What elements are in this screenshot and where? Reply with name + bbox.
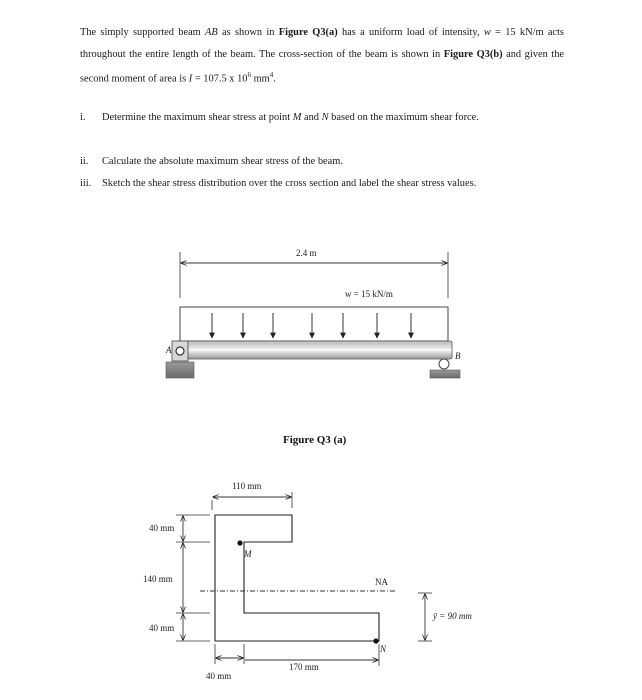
- question-text: Sketch the shear stress distribution over the cross section and label the shear stress values.: [102, 178, 477, 189]
- support-a-label: A: [166, 345, 172, 355]
- length-label: 2.4 m: [296, 248, 317, 258]
- text-run: based on the maximum shear force.: [328, 112, 479, 123]
- text-run: and: [301, 112, 322, 123]
- point-m-label: M: [244, 549, 252, 559]
- text-run: The simply supported beam: [80, 27, 206, 38]
- load-block: [180, 307, 448, 341]
- web-height-label: 140 mm: [143, 574, 173, 584]
- bottom-flange-label: 40 mm: [149, 623, 175, 633]
- text-run: Determine the maximum shear stress at point: [102, 112, 293, 123]
- text-run: has a uniform load of intensity,: [337, 27, 484, 38]
- bottom-width-label: 170 mm: [289, 662, 319, 672]
- figure-ref-b: Figure Q3(b): [443, 48, 503, 60]
- text-run: as shown in: [217, 27, 279, 38]
- question-text: Calculate the absolute maximum shear stress of the beam.: [102, 156, 343, 167]
- text-run: = 15 kN/m acts throughout the entire length of the beam. The cross-section of the beam is shown in: [80, 27, 564, 60]
- figure-q3b: [143, 481, 472, 681]
- figure-q3a-caption: Figure Q3 (a): [283, 434, 347, 446]
- load-label: w = 15 kN/m: [345, 289, 393, 299]
- symbol-i: I: [188, 73, 193, 85]
- question-number: ii.: [80, 156, 89, 167]
- point-m-ref: M: [292, 112, 302, 123]
- symbol-w: w: [483, 27, 491, 38]
- figure-q3a: [165, 248, 461, 446]
- text-run: .: [273, 73, 276, 85]
- pin-support-a-hinge: [176, 347, 184, 355]
- support-b-base: [430, 370, 460, 378]
- exponent: 4: [269, 71, 274, 79]
- text-run: and given the second moment of area is: [80, 48, 565, 85]
- web-thickness-label: 40 mm: [206, 671, 232, 681]
- point-m-marker: [237, 540, 242, 545]
- support-b-label: B: [455, 351, 461, 361]
- question-number: i.: [80, 112, 86, 123]
- beam-label: AB: [205, 27, 218, 38]
- top-width-label: 110 mm: [232, 481, 262, 491]
- point-n-marker: [373, 638, 378, 643]
- point-n-label: N: [380, 644, 387, 654]
- top-flange-label: 40 mm: [149, 523, 175, 533]
- text-run: mm: [250, 73, 270, 85]
- roller-support-b: [439, 359, 449, 369]
- text-run: = 107.5 x 10: [192, 73, 248, 85]
- support-a-base: [166, 362, 194, 378]
- figure-ref-a: Figure Q3(a): [278, 27, 338, 38]
- point-n-ref: N: [321, 112, 329, 123]
- ybar-label: ȳ = 90 mm: [433, 611, 472, 621]
- c-section-outline: [215, 515, 379, 641]
- question-number: iii.: [80, 178, 92, 189]
- exponent: 6: [247, 71, 251, 79]
- neutral-axis-label: NA: [375, 577, 388, 587]
